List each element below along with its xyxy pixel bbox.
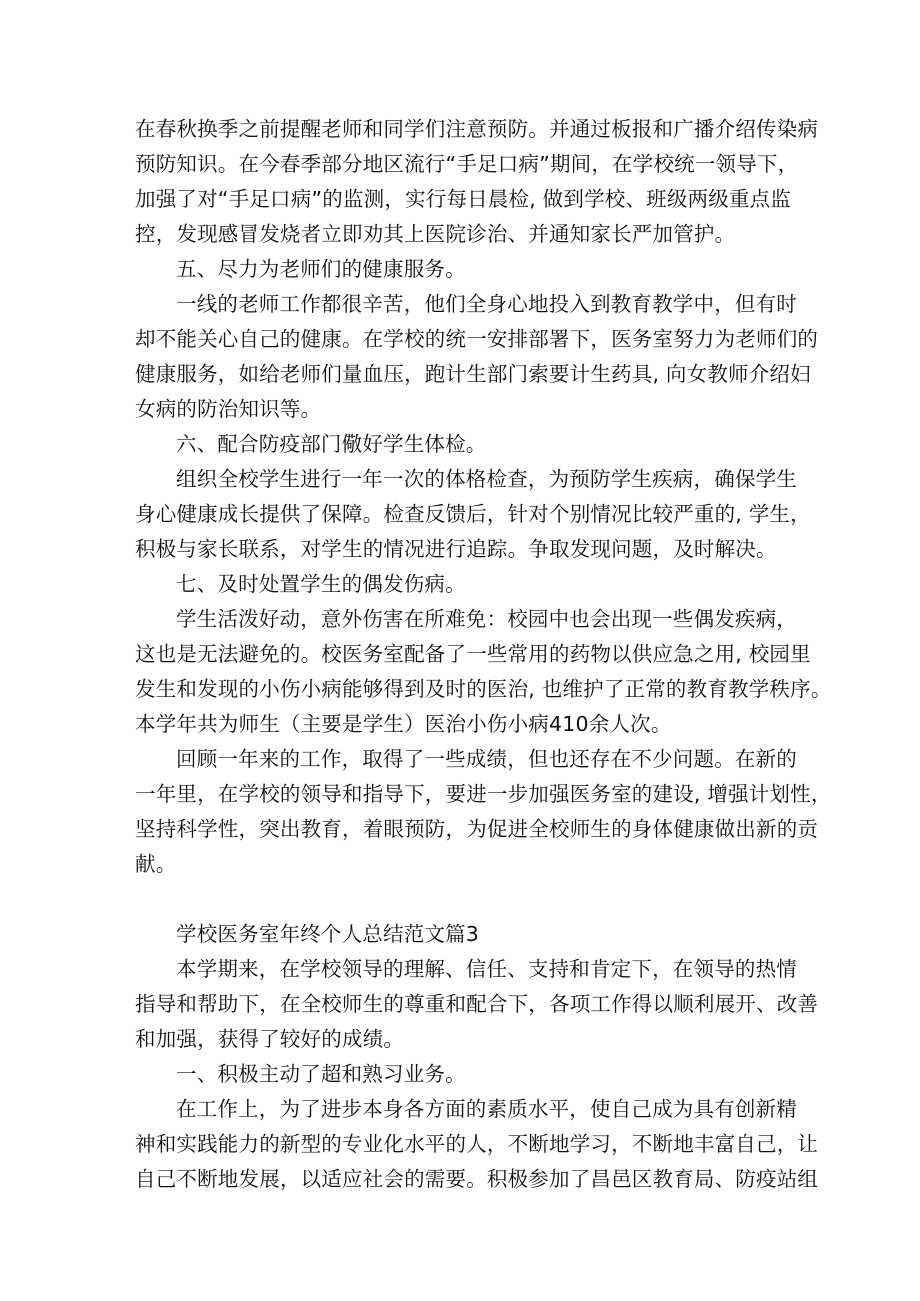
text-line: 身心健康成长提供了保障。检查反馈后，针对个别情况比较严重的, 学生，: [135, 502, 811, 526]
text-line: 加强了对“手足口病”的监测，实行每日晨检, 做到学校、班级两级重点监: [135, 187, 792, 211]
text-line: 学生活泼好动，意外伤害在所难免：校园中也会出现一些偶发疾病，: [176, 607, 797, 631]
text-line: 一线的老师工作都很辛苦，他们全身心地投入到教育教学中，但有时: [176, 292, 797, 316]
text-line: 本学年共为师生（主要是学生）医治小伤小病410余人次。: [135, 712, 672, 736]
text-line: 指导和帮助下，在全校师生的尊重和配合下，各项工作得以顺利展开、改善: [135, 992, 819, 1016]
text-line: 积极与家长联系，对学生的情况进行追踪。争取发现问题，及时解决。: [135, 537, 777, 561]
section-heading: 五、尽力为老师们的健康服务。: [176, 257, 466, 281]
text-line: 坚持科学性，突出教育，着眼预防，为促进全校师生的身体健康做出新的贡: [135, 817, 819, 841]
section-heading: 一、积极主动了超和熟习业务。: [176, 1062, 466, 1086]
text-line: 神和实践能力的新型的专业化水平的人，不断地学习，不断地丰富自己，让: [135, 1132, 819, 1156]
text-line: 预防知识。在今春季部分地区流行“手足口病”期间，在学校统一领导下，: [135, 152, 799, 176]
text-line: 组织全校学生进行一年一次的体格检查，为预防学生疾病，确保学生: [176, 467, 797, 491]
text-line: 回顾一年来的工作，取得了一些成绩，但也还存在不少问题。在新的: [176, 747, 797, 771]
text-line: 一年里，在学校的领导和指导下，要进一步加强医务室的建设, 增强计划性，: [135, 782, 832, 806]
text-line: 在工作上，为了进步本身各方面的素质水平，使自己成为具有创新精: [176, 1097, 797, 1121]
document-body: [135, 112, 832, 1197]
text-line: 发生和发现的小伤小病能够得到及时的医治, 也维护了正常的教育教学秩序。: [135, 677, 832, 701]
text-line: 在春秋换季之前提醒老师和同学们注意预防。并通过板报和广播介绍传染病: [135, 117, 819, 141]
section-heading: 六、配合防疫部门儆好学生体检。: [176, 432, 487, 456]
section-heading: 七、及时处置学生的偶发伤病。: [176, 572, 466, 596]
text-line: 女病的防治知识等。: [135, 397, 322, 421]
text-line: 这也是无法避免的。校医务室配备了一些常用的药物以供应急之用, 校园里: [135, 642, 811, 666]
text-line: 献。: [135, 852, 177, 876]
text-line: 健康服务，如给老师们量血压，跑计生部门索要计生药具, 向女教师介绍妇: [135, 362, 811, 386]
paragraph-gap: [135, 882, 795, 917]
article-title: 学校医务室年终个人总结范文篇3: [176, 922, 480, 946]
text-line: 和加强，获得了较好的成绩。: [135, 1027, 405, 1051]
text-line: 却不能关心自己的健康。在学校的统一安排部署下，医务室努力为老师们的: [135, 327, 819, 351]
text-line: 控，发现感冒发烧者立即劝其上医院诊治、并通知家长严加管护。: [135, 222, 736, 246]
text-line: 自己不断地发展，以适应社会的需要。积极参加了昌邑区教育局、防疫站组: [135, 1167, 819, 1191]
text-line: 本学期来，在学校领导的理解、信任、支持和肯定下，在领导的热情: [176, 957, 797, 981]
